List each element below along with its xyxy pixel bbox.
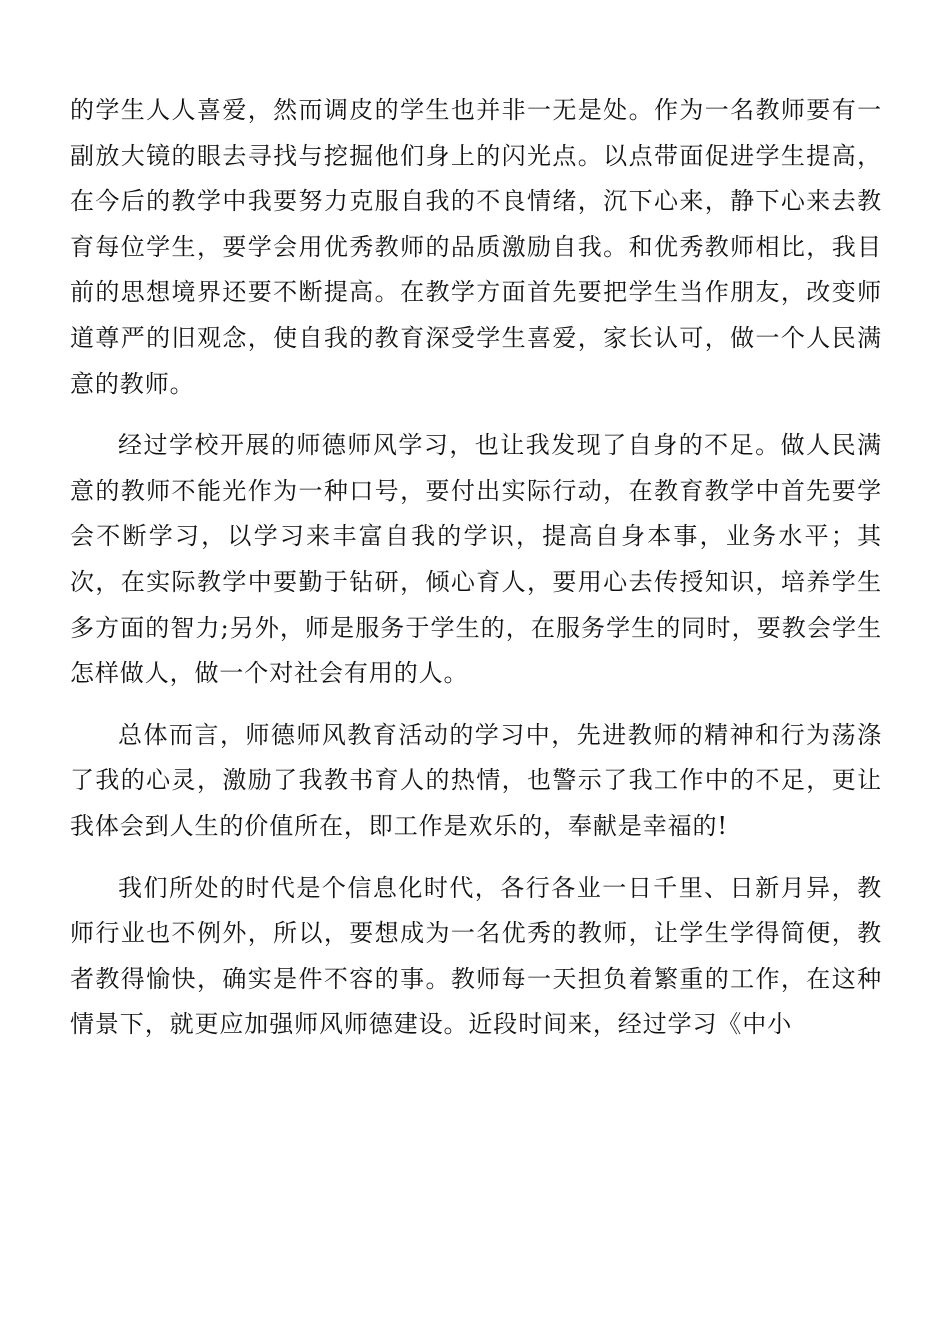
paragraph-3: 总体而言，师德师风教育活动的学习中，先进教师的精神和行为荡涤了我的心灵，激励了我教书育人的热情，也警示了我工作中的不足，更让我体会到人生的价值所在，即工作是欢乐的，奉献是幸福的!	[70, 720, 882, 840]
paragraph-1: 的学生人人喜爱，然而调皮的学生也并非一无是处。作为一名教师要有一副放大镜的眼去寻找与挖掘他们身上的闪光点。以点带面促进学生提高，在今后的教学中我要努力克服自我的不良情绪，沉下心来，静下心来去教育每位学生，要学会用优秀教师的品质激励自我。和优秀教师相比，我目前的思想境界还要不断提高。在教学方面首先要把学生当作朋友，改变师道尊严的旧观念，使自我的教育深受学生喜爱，家长认可，做一个人民满意的教师。	[70, 96, 882, 398]
paragraph-2: 经过学校开展的师德师风学习，也让我发现了自身的不足。做人民满意的教师不能光作为一种口号，要付出实际行动，在教育教学中首先要学会不断学习，以学习来丰富自我的学识，提高自身本事，业务水平；其次，在实际教学中要勤于钻研，倾心育人，要用心去传授知识，培养学生多方面的智力;另外，师是服务于学生的，在服务学生的同时，要教会学生怎样做人，做一个对社会有用的人。	[70, 431, 882, 688]
paragraph-4: 我们所处的时代是个信息化时代，各行各业一日千里、日新月异，教师行业也不例外，所以，要想成为一名优秀的教师，让学生学得简便，教者教得愉快，确实是件不容的事。教师每一天担负着繁重的工作，在这种情景下，就更应加强师风师德建设。近段时间来，经过学习《中小	[70, 873, 882, 1039]
document-page	[70, 88, 882, 1064]
